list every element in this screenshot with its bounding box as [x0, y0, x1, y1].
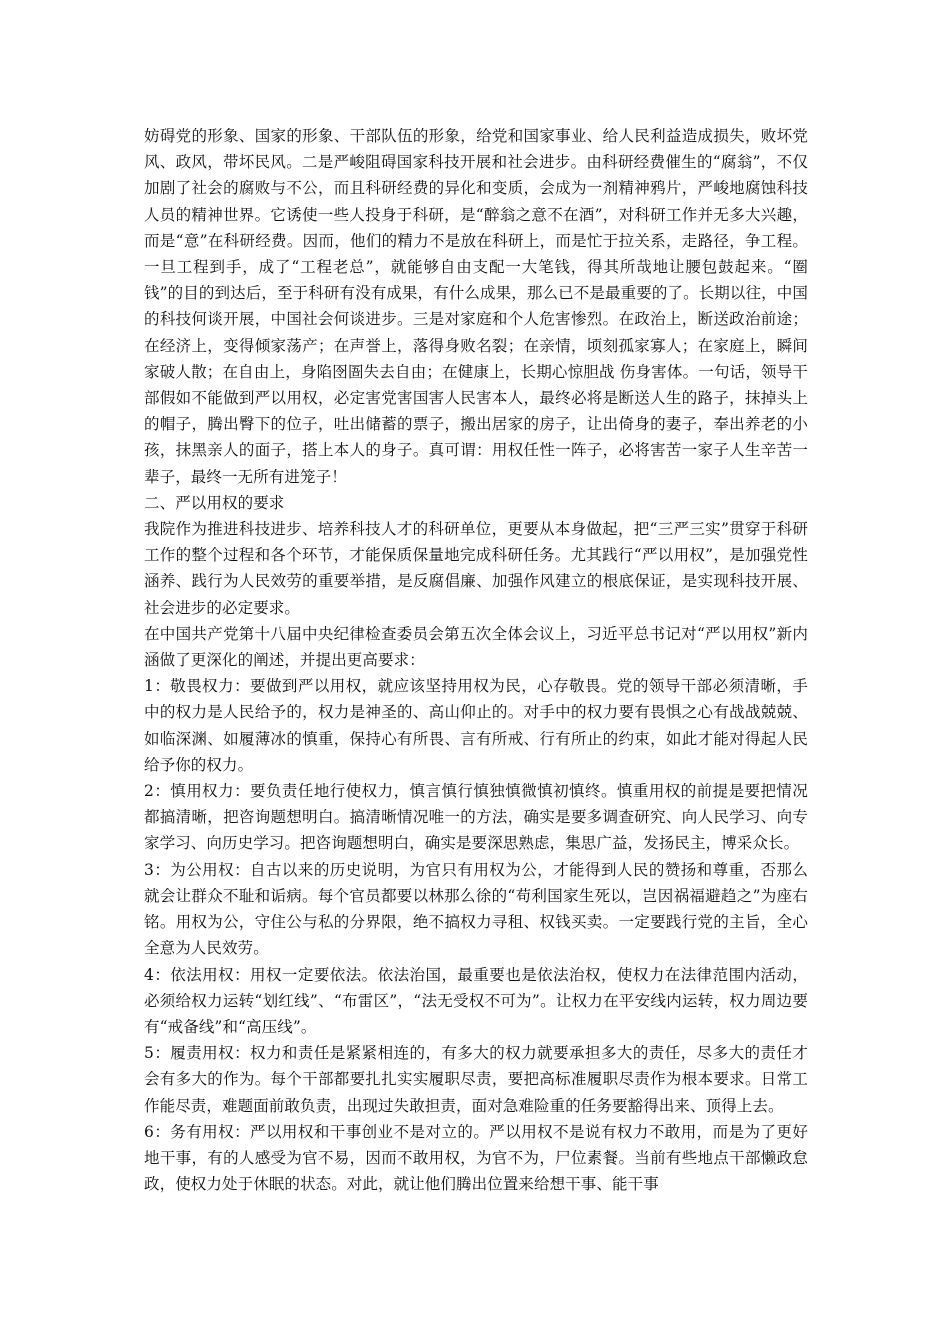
item-public-use: 3：为公用权：自古以来的历史说明，为官只有用权为公，才能得到人民的赞扬和尊重，否那么就会让群众不耻和诟病。每个官员都要以林那么徐的“苟利国家生死以，岂因祸福避趋之”为座右铭。用权为公，守住公与私的分界限，绝不搞权力寻租、权钱买卖。一定要践行党的主旨，全心全意为人民效劳。	[144, 860, 808, 958]
paragraph-consequences: 妨碍党的形象、国家的形象、干部队伍的形象，给党和国家事业、给人民利益造成损失，败坏党风、政风，带坏民风。二是严峻阻碍国家科技开展和社会进步。由科研经费催生的“腐翁”，不仅加剧了社会的腐败与不公，而且科研经费的异化和变质，会成为一剂精神鸦片，严峻地腐蚀科技人员的精神世界。它诱使一些人投身于科研，是“醉翁之意不在酒”，对科研工作并无多大兴趣，而是“意”在科研经费。因而，他们的精力不是放在科研上，而是忙于拉关系，走路径，争工程。一旦工程到手，成了“工程老总”，就能够自由支配一大笔钱，得其所哉地让腰包鼓起来。“圈钱”的目的到达后，至于科研有没有成果，有什么成果，那么已不是最重要的了。长期以往，中国的科技何谈开展，中国社会何谈进步。三是对家庭和个人危害惨烈。在政治上，断送政治前途；在经济上，变得倾家荡产；在声誉上，落得身败名裂；在亲情，顷刻孤家寡人；在家庭上，瞬间家破人散；在自由上，身陷囹圄失去自由；在健康上，长期心惊胆战 伤身害体。一句话，领导干部假如不能做到严以用权，必定害党害国害人民害本人，最终必将是断送人生的路子，抹掉头上的帽子，腾出臀下的位子，吐出储蓄的票子，搬出居家的房子，让出倚身的妻子，奉出养老的小孩，抹黑亲人的面子，搭上本人的身子。真可谓：用权任性一阵子，必将害苦一家子人生辛苦一辈子，最终一无所有进笼子！	[144, 127, 808, 486]
item-responsible-use: 5：履责用权：权力和责任是紧紧相连的，有多大的权力就要承担多大的责任，尽多大的责任才会有多大的作为。每个干部都要扎扎实实履职尽责，要把高标准履职尽责作为根本要求。日常工作能尽责，难题面前敢负责，出现过失敢担责，面对急难险重的任务要豁得出来、顶得上去。	[144, 1044, 808, 1115]
paragraph-institute: 我院作为推进科技进步、培养科技人才的科研单位，更要从本身做起，把“三严三实”贯穿于科研工作的整个过程和各个环节，才能保质保量地完成科研任务。尤其践行“严以用权”，是加强党性涵养、践行为人民效劳的重要举措，是反腐倡廉、加强作风建立的根底保证，是实现科技开展、社会进步的必定要求。	[144, 520, 808, 617]
document-body	[144, 123, 808, 1197]
item-revere-power: 1：敬畏权力：要做到严以用权，就应该坚持用权为民，心存敬畏。党的领导干部必须清晰，手中的权力是人民给予的，权力是神圣的、高山仰止的。对手中的权力要有畏惧之心有战战兢兢、如临深渊、如履薄冰的慎重，保持心有所畏、言有所戒、行有所止的约束，如此才能对得起人民给予你的权力。	[144, 677, 808, 774]
item-lawful-use: 4：依法用权：用权一定要依法。依法治国，最重要也是依法治权，使权力在法律范围内活动，必须给权力运转“划红线”、“布雷区”，“法无受权不可为”。让权力在平安线内运转，权力周边要有“戒备线”和“高压线”。	[144, 965, 808, 1036]
item-careful-use: 2：慎用权力：要负责任地行使权力，慎言慎行慎独慎微慎初慎终。慎重用权的前提是要把情况都搞清晰，把咨询题想明白。搞清晰情况唯一的方法，确实是要多调查研究、向人民学习、向专家学习、向历史学习。把咨询题想明白，确实是要深思熟虑，集思广益，发扬民主，博采众长。	[144, 782, 808, 853]
section-heading-requirements: 二、严以用权的要求	[144, 493, 285, 512]
item-effective-use: 6：务有用权：严以用权和干事创业不是对立的。严以用权不是说有权力不敢用，而是为了更好地干事，有的人感受为官不易，因而不敢用权，为官不为，尸位素餐。当前有些地点干部懒政怠政，使权力处于休眠的状态。对此，就让他们腾出位置来给想干事、能干事	[144, 1122, 808, 1194]
paragraph-plenary: 在中国共产党第十八届中央纪律检查委员会第五次全体会议上，习近平总书记对“严以用权”新内涵做了更深化的阐述，并提出更高要求：	[144, 624, 808, 670]
